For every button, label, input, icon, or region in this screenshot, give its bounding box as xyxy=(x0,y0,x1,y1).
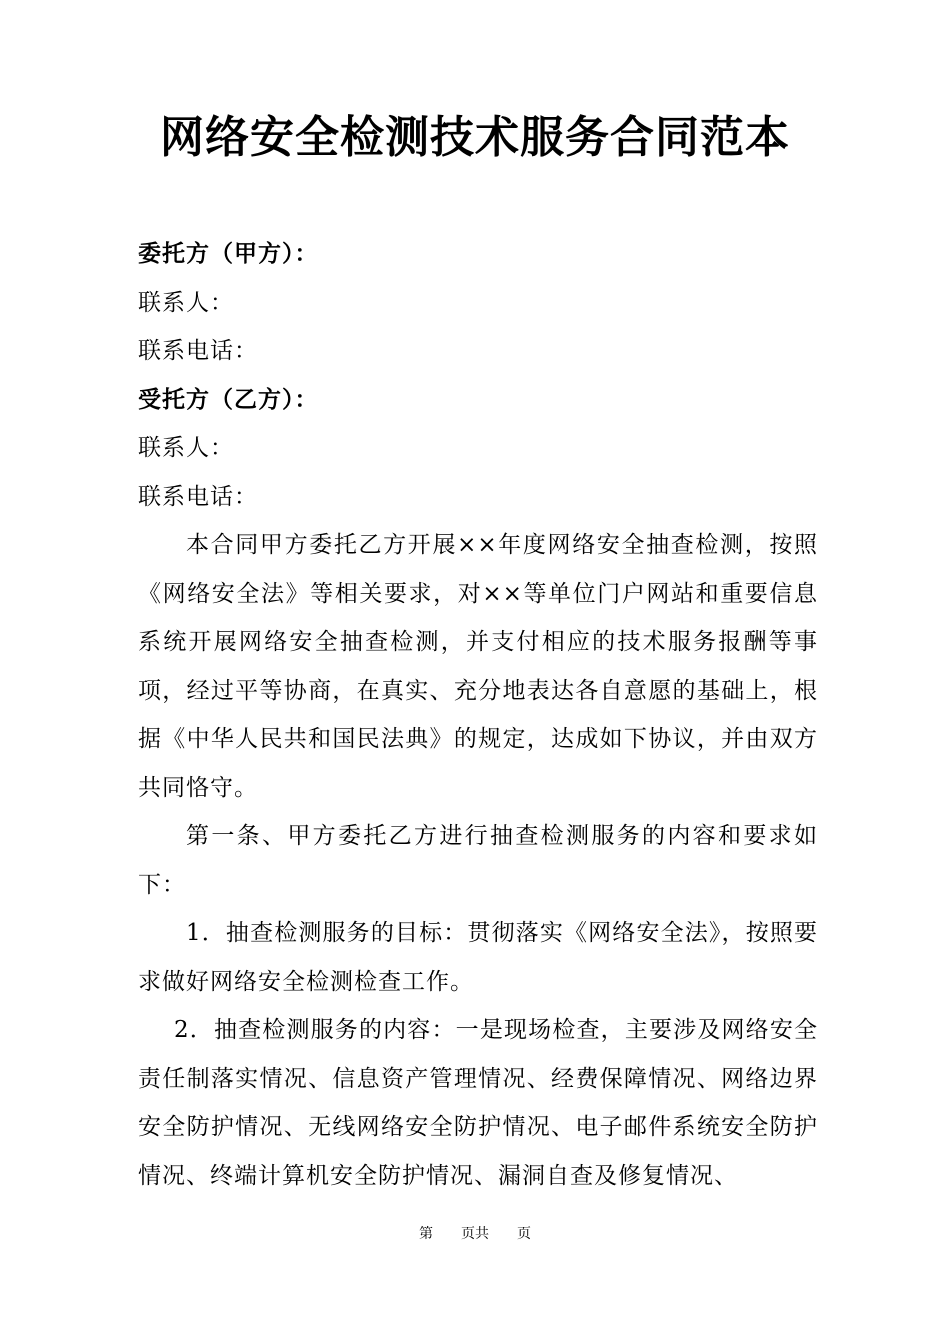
party-a-label: 委托方（甲方）： xyxy=(138,240,319,267)
document-body xyxy=(138,230,818,1200)
party-a-phone-label: 联系电话： xyxy=(138,338,258,364)
intro-paragraph: 本合同甲方委托乙方开展××年度网络安全抽查检测，按照《网络安全法》等相关要求，对××等单位门户网站和重要信息系统开展网络安全抽查检测，并支付相应的技术服务报酬等事项，经过平等协商，在真实、充分地表达各自意愿的基础上，根据《中华人民共和国民法典》的规定，达成如下协议，并由双方共同恪守。 xyxy=(138,532,818,801)
party-b-contact-label: 联系人： xyxy=(138,435,234,461)
party-b-label: 受托方（乙方）： xyxy=(138,385,319,413)
party-a-contact-label: 联系人： xyxy=(138,289,234,316)
item-two-paragraph: 2．抽查检测服务的内容：一是现场检查，主要涉及网络安全责任制落实情况、信息资产管理情况、经费保障情况、网络边界安全防护情况、无线网络安全防护情况、电子邮件系统安全防护情况、终端计算机安全防护情况、漏洞自查及修复情况、 xyxy=(138,1017,818,1189)
footer-page-prefix: 第 xyxy=(419,1226,433,1242)
footer-page-suffix: 页 xyxy=(517,1226,531,1242)
party-b-phone-label: 联系电话： xyxy=(138,483,258,510)
item-one-paragraph: 1．抽查检测服务的目标：贯彻落实《网络安全法》，按照要求做好网络安全检测检查工作。 xyxy=(138,920,818,995)
page-footer xyxy=(0,1224,950,1244)
document-title: 网络安全检测技术服务合同范本 xyxy=(160,112,790,163)
footer-page-middle: 页共 xyxy=(461,1226,489,1242)
article-one-paragraph: 第一条、甲方委托乙方进行抽查检测服务的内容和要求如下： xyxy=(138,823,818,898)
